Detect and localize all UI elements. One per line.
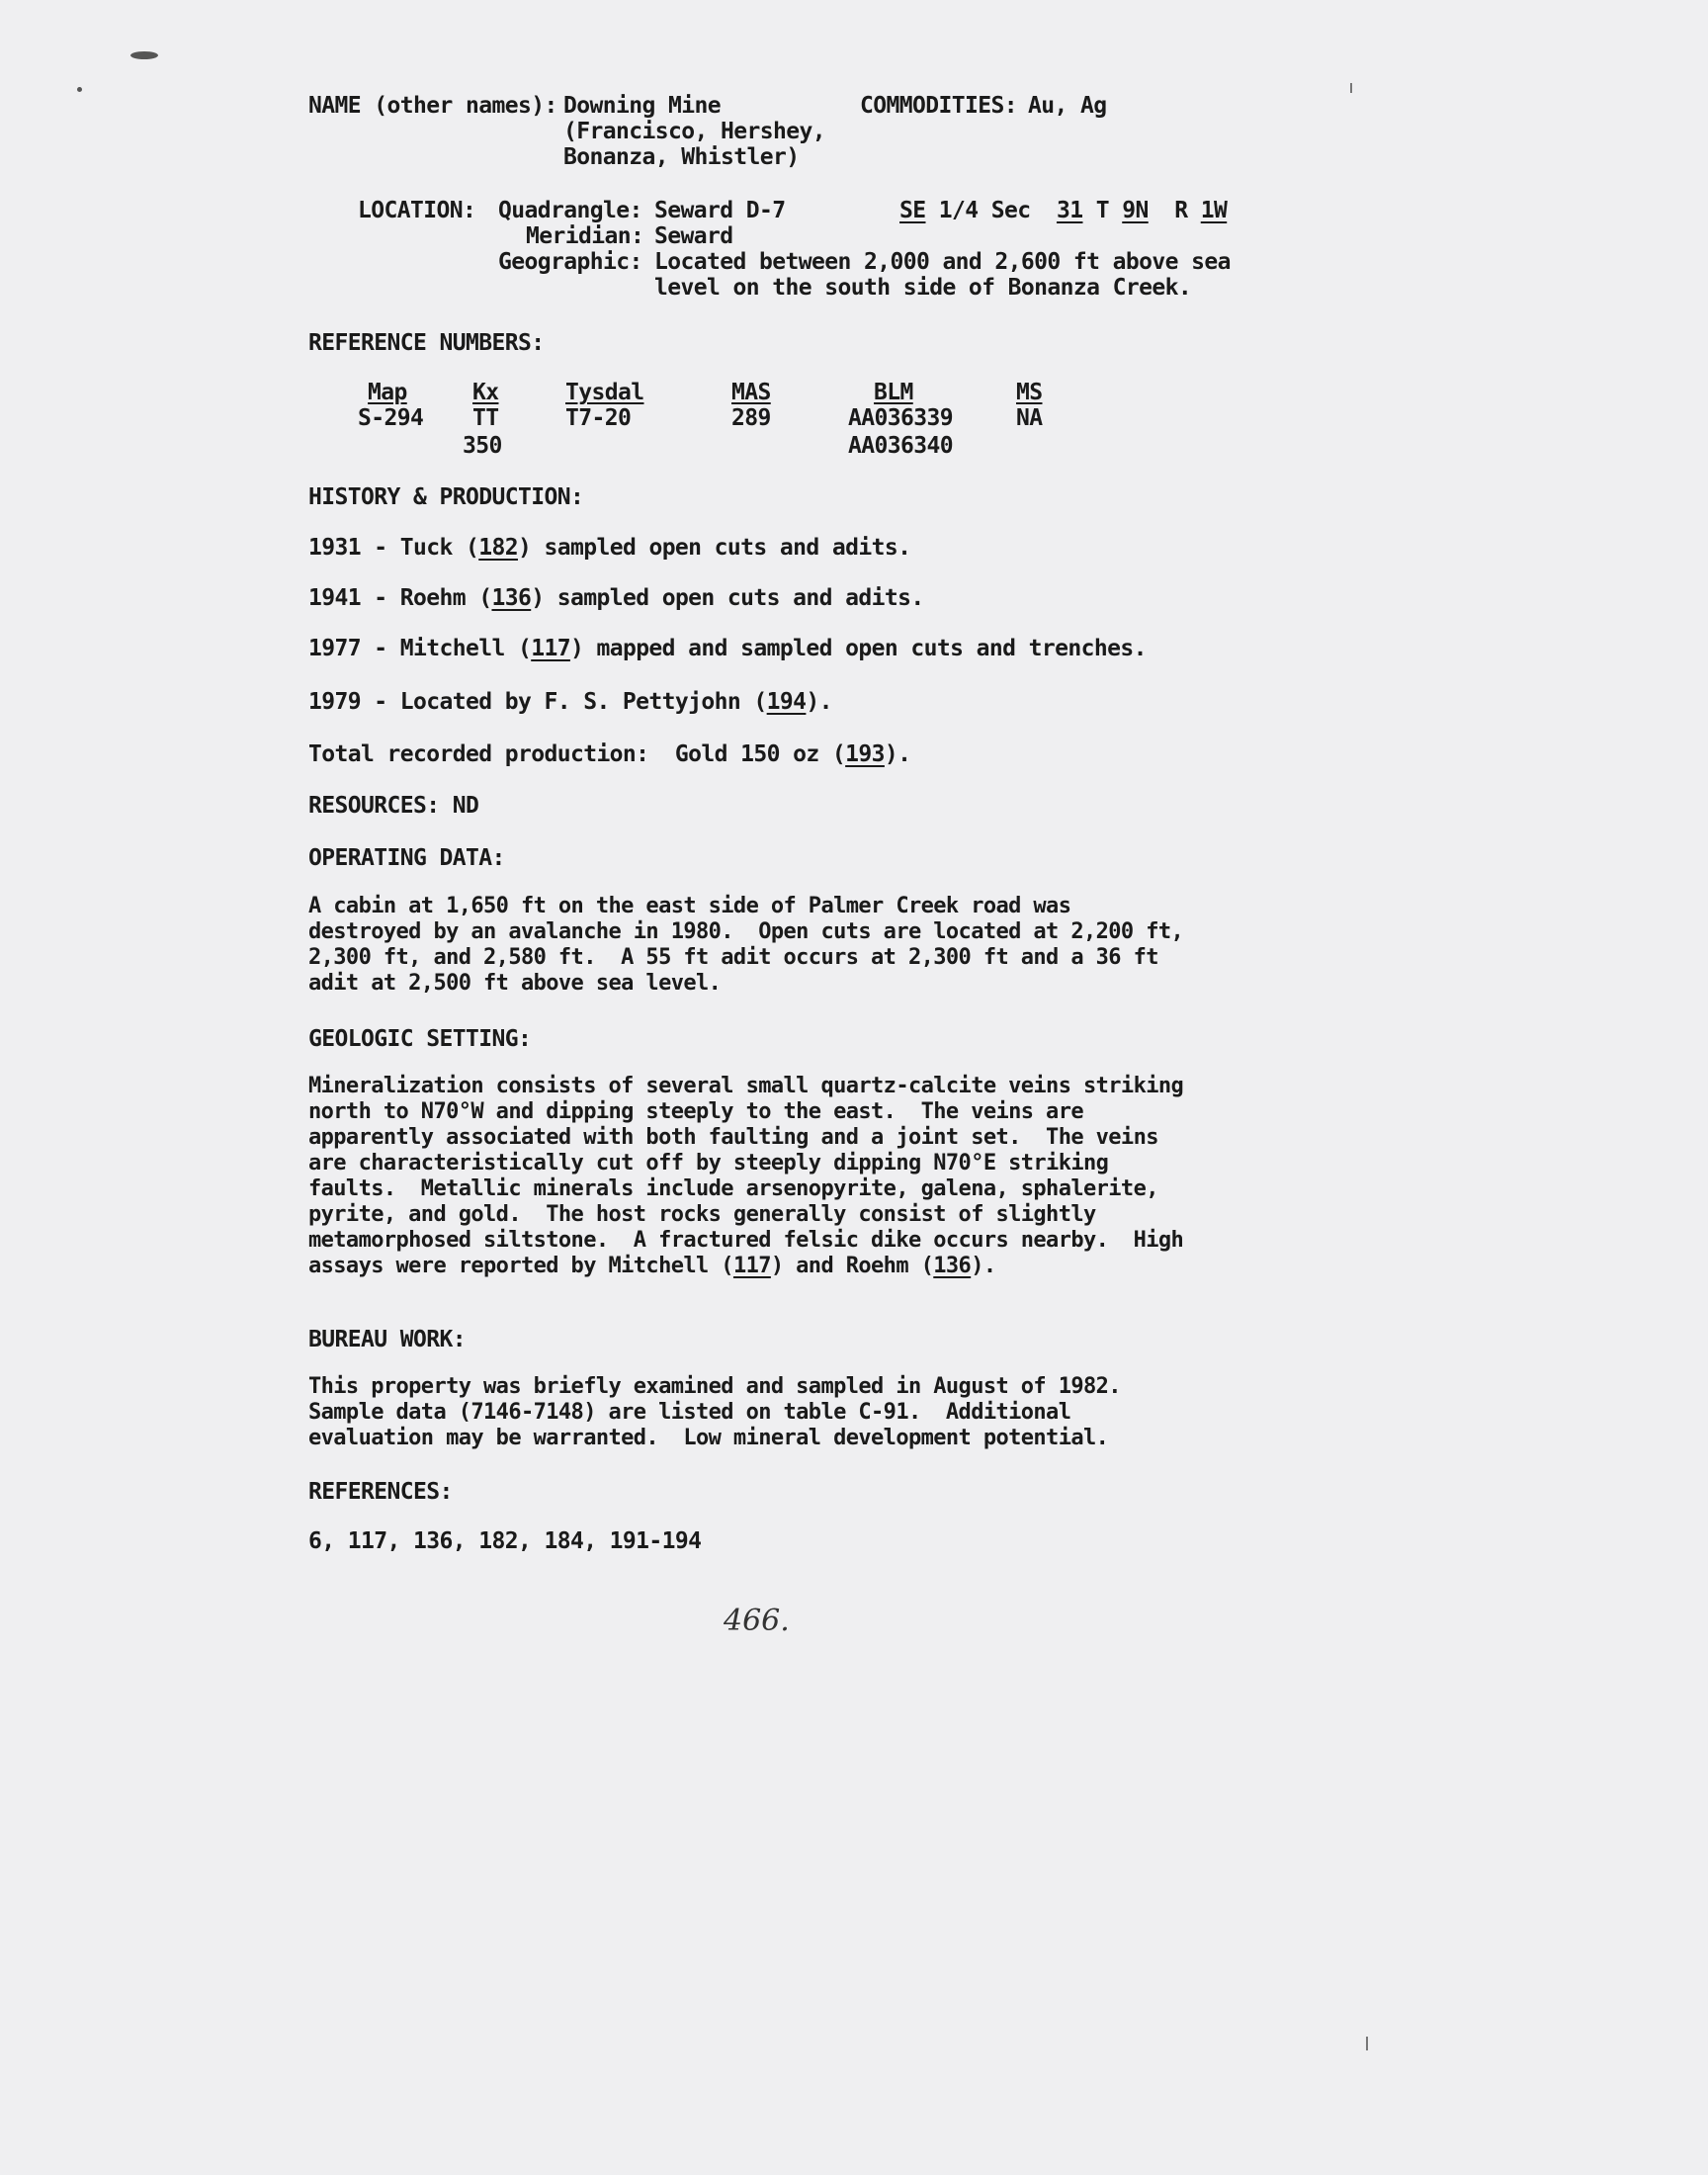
ref-value-map: S-294 — [358, 405, 424, 431]
location-label: LOCATION: — [358, 198, 476, 223]
legal-description — [899, 198, 1227, 223]
name-label: NAME (other names): — [308, 93, 557, 119]
operating-line: adit at 2,500 ft above sea level. — [308, 971, 722, 996]
geologic-line: Mineralization consists of several small quartz-calcite veins striking — [308, 1074, 1184, 1098]
references-heading: REFERENCES: — [308, 1479, 453, 1505]
meridian-value: Seward — [654, 223, 733, 249]
bureau-line: evaluation may be warranted. Low mineral development potential. — [308, 1426, 1109, 1450]
geologic-line: pyrite, and gold. The host rocks generally consist of slightly — [308, 1202, 1096, 1227]
ref-header-mas: MAS — [731, 380, 771, 405]
scan-speck — [77, 87, 82, 92]
reference-numbers-heading: REFERENCE NUMBERS: — [308, 330, 545, 356]
quadrangle-label: Quadrangle: — [498, 198, 642, 223]
range-label: R — [1174, 198, 1188, 223]
ref-value-blm-2: AA036340 — [848, 433, 953, 459]
ref-header-ms: MS — [1016, 380, 1043, 405]
resources-line: RESOURCES: ND — [308, 793, 479, 819]
bureau-line: This property was briefly examined and sampled in August of 1982. — [308, 1374, 1121, 1399]
operating-heading: OPERATING DATA: — [308, 845, 505, 871]
ref-value-kx: TT — [472, 405, 499, 431]
scan-mark — [1366, 2037, 1368, 2050]
township-label: T — [1095, 198, 1109, 223]
ref-value-blm-1: AA036339 — [848, 405, 953, 431]
geologic-line: north to N70°W and dipping steeply to the east. The veins are — [308, 1099, 1083, 1124]
quarter-suffix: 1/4 Sec — [938, 198, 1031, 223]
ref-header-kx: Kx — [472, 380, 499, 405]
page-number: 466. — [724, 1604, 790, 1638]
commodities-label: COMMODITIES: — [860, 93, 1017, 119]
ref-header-tysdal: Tysdal — [565, 380, 644, 405]
geographic-line-1: Located between 2,000 and 2,600 ft above sea — [654, 249, 1231, 275]
history-item: 1931 - Tuck (182) sampled open cuts and adits. — [308, 535, 911, 561]
operating-line: destroyed by an avalanche in 1980. Open cuts are located at 2,200 ft, — [308, 919, 1184, 944]
quarter-section: SE — [899, 198, 926, 223]
geographic-line-2: level on the south side of Bonanza Creek. — [654, 275, 1192, 301]
production-total: Total recorded production: Gold 150 oz (193). — [308, 741, 911, 767]
meridian-label: Meridian: — [526, 223, 644, 249]
history-item: 1941 - Roehm (136) sampled open cuts and adits. — [308, 585, 924, 611]
geologic-heading: GEOLOGIC SETTING: — [308, 1026, 532, 1052]
history-item: 1979 - Located by F. S. Pettyjohn (194). — [308, 689, 832, 715]
ref-value-ms: NA — [1016, 405, 1043, 431]
history-item: 1977 - Mitchell (117) mapped and sampled open cuts and trenches. — [308, 636, 1147, 661]
ref-value-mas: 289 — [731, 405, 771, 431]
township-value: 9N — [1122, 198, 1149, 223]
geologic-line: apparently associated with both faulting and a joint set. The veins — [308, 1125, 1158, 1150]
geologic-line: metamorphosed siltstone. A fractured felsic dike occurs nearby. High — [308, 1228, 1184, 1253]
geologic-line-last: assays were reported by Mitchell (117) and Roehm (136). — [308, 1254, 996, 1278]
geologic-line: faults. Metallic minerals include arsenopyrite, galena, sphalerite, — [308, 1176, 1158, 1201]
operating-line: 2,300 ft, and 2,580 ft. A 55 ft adit occurs at 2,300 ft and a 36 ft — [308, 945, 1158, 970]
bureau-heading: BUREAU WORK: — [308, 1327, 466, 1352]
ref-header-map: Map — [368, 380, 407, 405]
history-heading: HISTORY & PRODUCTION: — [308, 484, 584, 510]
ref-value-tysdal: T7-20 — [565, 405, 632, 431]
scan-speck — [130, 51, 158, 59]
ref-value-kx-2: 350 — [463, 433, 502, 459]
references-list: 6, 117, 136, 182, 184, 191-194 — [308, 1528, 702, 1554]
mine-name: Downing Mine — [563, 93, 721, 119]
geographic-label: Geographic: — [498, 249, 642, 275]
range-value: 1W — [1200, 198, 1228, 223]
geologic-line: are characteristically cut off by steeply dipping N70°E striking — [308, 1151, 1109, 1175]
commodities-value: Au, Ag — [1028, 93, 1107, 119]
other-names-line-1: (Francisco, Hershey, — [563, 119, 825, 144]
scan-mark — [1350, 83, 1352, 93]
ref-header-blm: BLM — [874, 380, 913, 405]
operating-line: A cabin at 1,650 ft on the east side of Palmer Creek road was — [308, 894, 1071, 918]
bureau-line: Sample data (7146-7148) are listed on table C-91. Additional — [308, 1400, 1071, 1425]
quadrangle-value: Seward D-7 — [654, 198, 786, 223]
section-number: 31 — [1056, 198, 1083, 223]
other-names-line-2: Bonanza, Whistler) — [563, 144, 800, 170]
